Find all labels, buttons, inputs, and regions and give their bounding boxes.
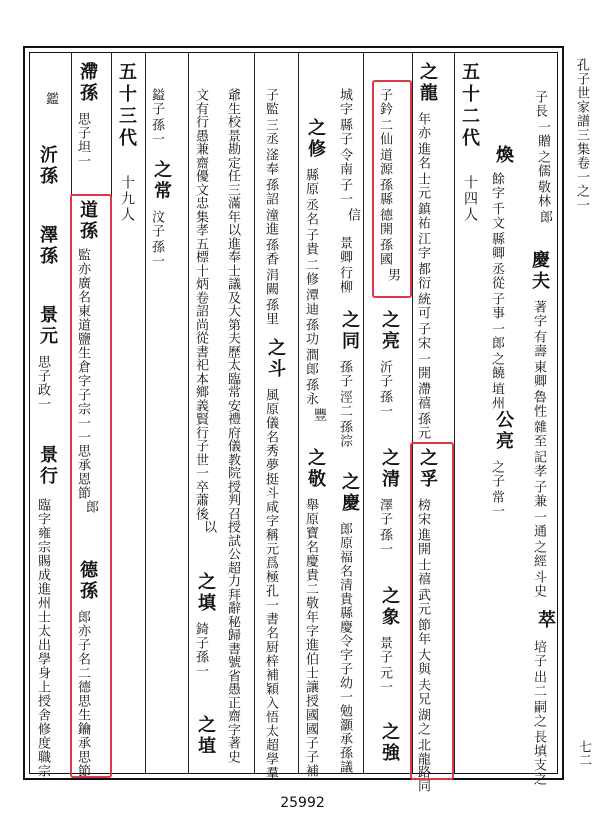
entry-text: 之饒 bbox=[489, 352, 504, 380]
entry-text: 令字 bbox=[337, 634, 352, 662]
entry-text: 思承 bbox=[75, 444, 90, 472]
entry-text: 江字 bbox=[415, 232, 430, 260]
entry-text: 厨梓 bbox=[263, 640, 278, 668]
entry-text: 丞名 bbox=[303, 198, 318, 226]
highlight-box bbox=[410, 442, 454, 780]
column-rule bbox=[254, 53, 255, 773]
entry-text: 士元 bbox=[415, 172, 430, 200]
entry-text: 德開 bbox=[377, 208, 392, 236]
entry-text: 孝五 bbox=[193, 223, 208, 251]
entry-text: 鑑 bbox=[43, 92, 58, 106]
entry-text: 禮府 bbox=[225, 412, 240, 440]
entry-text: 二修 bbox=[303, 258, 318, 286]
entry-text: 思節 bbox=[75, 750, 90, 778]
entry-text: 議及 bbox=[225, 277, 240, 305]
entry-text: 公超 bbox=[225, 547, 240, 575]
entry-text: 武元 bbox=[415, 588, 430, 616]
entry-text: 千文 bbox=[489, 202, 504, 230]
entry-text: 滏奉 bbox=[263, 148, 278, 176]
entry-text: 修度 bbox=[35, 722, 50, 750]
entry-text: 男 bbox=[385, 268, 400, 282]
entry-text: 思子 bbox=[75, 112, 90, 140]
entry-text: 寶名 bbox=[303, 526, 318, 554]
entry-text: 道源 bbox=[377, 148, 392, 176]
entry-text: 魯性 bbox=[531, 390, 546, 418]
entry-text: 雍宗 bbox=[35, 526, 50, 554]
highlight-box bbox=[372, 80, 412, 298]
entry-text: 大第 bbox=[225, 304, 240, 332]
entry-text: 常一 bbox=[489, 490, 504, 518]
entry-text: 子宗 bbox=[75, 388, 90, 416]
entry-text: 景子 bbox=[377, 636, 392, 664]
entry-text: 職宗 bbox=[35, 750, 50, 778]
entry-text: 鹽生 bbox=[75, 332, 90, 360]
entry-text: 信 bbox=[345, 208, 360, 222]
entry-text: 孫子 bbox=[337, 360, 352, 388]
entry-text: 雜至 bbox=[531, 420, 546, 448]
entry-text: 夫歷 bbox=[225, 331, 240, 359]
person-name: 之同 bbox=[339, 310, 360, 352]
entry-text: 之經 bbox=[531, 540, 546, 568]
entry-text: 子兼 bbox=[531, 480, 546, 508]
entry-text: 思生 bbox=[75, 694, 90, 722]
entry-text: 政一 bbox=[35, 383, 50, 411]
entry-text: 奉士 bbox=[225, 250, 240, 278]
entry-text: 節年 bbox=[415, 618, 430, 646]
person-name: 之常 bbox=[151, 160, 172, 202]
entry-text: 秀夢 bbox=[263, 444, 278, 472]
entry-text: 潼進 bbox=[263, 208, 278, 236]
entry-text: 子幼 bbox=[337, 662, 352, 690]
entry-text: 書名 bbox=[263, 612, 278, 640]
entry-text: 著史 bbox=[225, 736, 240, 764]
entry-text: 郎 bbox=[537, 210, 552, 224]
entry-text: 孫香 bbox=[263, 238, 278, 266]
entry-text: 文有 bbox=[193, 88, 208, 116]
entry-text: 榜宋 bbox=[415, 498, 430, 526]
footer-page-code: 25992 bbox=[280, 795, 325, 811]
entry-text: 敬林 bbox=[535, 180, 550, 208]
entry-text: 涇二 bbox=[337, 390, 352, 418]
entry-text: 祀本 bbox=[193, 358, 208, 386]
entry-text: 孫一 bbox=[377, 390, 392, 418]
entry-text: 進伯 bbox=[303, 638, 318, 666]
book-title: 孔子世家譜三集卷一之一 bbox=[574, 58, 589, 212]
entry-text: 行柳 bbox=[337, 266, 352, 294]
entry-text: 灝承 bbox=[337, 718, 352, 746]
entry-text: 清貴 bbox=[337, 578, 352, 606]
entry-text: 錡子 bbox=[193, 622, 208, 650]
entry-text: 恩節 bbox=[75, 472, 90, 500]
person-name: 景元 bbox=[37, 305, 58, 347]
generation-count: 十四人 bbox=[462, 175, 478, 223]
entry-text: 二德 bbox=[75, 666, 90, 694]
entry-text: 忠集 bbox=[193, 196, 208, 224]
entry-text: 一贈 bbox=[535, 120, 550, 148]
highlight-box bbox=[70, 194, 112, 778]
entry-text: 統可 bbox=[415, 292, 430, 320]
entry-text: 記孝 bbox=[531, 450, 546, 478]
column-rule bbox=[298, 53, 299, 773]
entry-text: 之儒 bbox=[535, 150, 550, 178]
person-name: 之孚 bbox=[417, 448, 438, 490]
entry-text: 進名 bbox=[415, 142, 430, 170]
entry-text: 斗史 bbox=[531, 570, 546, 598]
entry-text: 子事 bbox=[489, 292, 504, 320]
entry-text: 太超 bbox=[263, 724, 278, 752]
entry-text: 孫功 bbox=[303, 318, 318, 346]
person-name: 之填 bbox=[195, 572, 216, 614]
entry-text: 蕭後 bbox=[193, 493, 208, 521]
entry-text: 縣慶 bbox=[337, 606, 352, 634]
entry-text: 進州 bbox=[35, 582, 50, 610]
person-name: 之埴 bbox=[195, 715, 216, 757]
entry-text: 餘字 bbox=[489, 172, 504, 200]
entry-text: 風原 bbox=[263, 388, 278, 416]
entry-text: 舉原 bbox=[303, 498, 318, 526]
entry-text: 孫淙 bbox=[337, 420, 352, 448]
entry-text: 縣原 bbox=[303, 168, 318, 196]
entry-text: 愚正 bbox=[225, 682, 240, 710]
entry-text: 身上 bbox=[35, 666, 50, 694]
entry-text: 以 bbox=[201, 520, 216, 534]
entry-text: 培子 bbox=[531, 640, 546, 668]
entry-text: 孫一 bbox=[377, 528, 392, 556]
person-name: 之象 bbox=[379, 586, 400, 628]
entry-text: 優文 bbox=[193, 169, 208, 197]
entry-text: 授舍 bbox=[35, 694, 50, 722]
person-name: 景行 bbox=[37, 445, 58, 487]
entry-text: 儀名 bbox=[263, 416, 278, 444]
entry-text: 子鈐 bbox=[377, 88, 392, 116]
entry-text: 孫一 bbox=[149, 240, 164, 268]
person-name: 之清 bbox=[379, 448, 400, 490]
person-name: 慶夫 bbox=[529, 250, 550, 292]
entry-text: 澗郎 bbox=[303, 348, 318, 376]
entry-text: 辭秘 bbox=[225, 601, 240, 629]
entry-text: 授試 bbox=[225, 520, 240, 548]
generation-heading: 五十三代 bbox=[116, 62, 137, 150]
entry-text: 國子 bbox=[303, 722, 318, 750]
entry-text: 鎮祐 bbox=[415, 202, 430, 230]
entry-text: 標十 bbox=[193, 250, 208, 278]
entry-text: 年字 bbox=[303, 610, 318, 638]
entry-text: 出二 bbox=[531, 670, 546, 698]
person-name: 煥 bbox=[493, 145, 514, 166]
entry-text: 夫兄 bbox=[415, 678, 430, 706]
entry-text: 勘定 bbox=[225, 142, 240, 170]
entry-text: 院授 bbox=[225, 466, 240, 494]
entry-text: 孫一 bbox=[149, 118, 164, 146]
entry-text: 有壽 bbox=[531, 330, 546, 358]
entry-text: 支之 bbox=[531, 758, 546, 786]
entry-text: 咸字 bbox=[263, 500, 278, 528]
entry-text: 儀教 bbox=[225, 439, 240, 467]
entry-text: 爲極 bbox=[263, 556, 278, 584]
entry-text: 爺生 bbox=[225, 88, 240, 116]
entry-text: 學羣 bbox=[263, 752, 278, 780]
entry-text: 豐 bbox=[311, 408, 326, 422]
entry-text: 廣名 bbox=[75, 276, 90, 304]
entry-text: 澤子 bbox=[377, 498, 392, 526]
entry-text: 太臨 bbox=[225, 358, 240, 386]
entry-text: 大與 bbox=[415, 648, 430, 676]
entry-text: 號省 bbox=[225, 655, 240, 683]
entry-text: 孫一 bbox=[193, 650, 208, 678]
entry-text: 縣卿 bbox=[489, 232, 504, 260]
entry-text: 子補 bbox=[303, 750, 318, 778]
entry-text: 孫詔 bbox=[263, 178, 278, 206]
person-name: 之修 bbox=[305, 118, 326, 160]
entry-text: 賜成 bbox=[35, 554, 50, 582]
entry-text: 都衍 bbox=[415, 262, 430, 290]
entry-text: 一通 bbox=[531, 510, 546, 538]
entry-text: 孔一 bbox=[263, 584, 278, 612]
entry-text: 景卿 bbox=[337, 236, 352, 264]
entry-text: 以進 bbox=[225, 223, 240, 251]
entry-text: 令南 bbox=[337, 148, 352, 176]
entry-text: 路同 bbox=[415, 765, 430, 793]
entry-text: 稱元 bbox=[263, 528, 278, 556]
entry-text: 從書 bbox=[193, 331, 208, 359]
entry-text: 一勉 bbox=[337, 690, 352, 718]
entry-text: 炳卷 bbox=[193, 277, 208, 305]
entry-text: 子一 bbox=[337, 178, 352, 206]
entry-text: 一開 bbox=[415, 352, 430, 380]
page-number: 七二 bbox=[576, 740, 591, 766]
entry-text: 孫議 bbox=[337, 746, 352, 774]
person-name: 滯孫 bbox=[77, 62, 98, 104]
entry-text: 涓闕 bbox=[263, 268, 278, 296]
entry-text: 齋字 bbox=[225, 709, 240, 737]
entry-text: 監亦 bbox=[75, 248, 90, 276]
entry-text: 鑰承 bbox=[75, 722, 90, 750]
entry-text: 縣子 bbox=[337, 118, 352, 146]
entry-text: 年亦 bbox=[415, 112, 430, 140]
entry-text: 子世 bbox=[193, 439, 208, 467]
entry-text: 滿年 bbox=[225, 196, 240, 224]
entry-text: 出學 bbox=[35, 638, 50, 666]
entry-text: 子名 bbox=[75, 638, 90, 666]
entry-text: 之子 bbox=[489, 460, 504, 488]
person-name: 之強 bbox=[379, 722, 400, 764]
person-name: 德孫 bbox=[77, 560, 98, 602]
entry-text: 湖之 bbox=[415, 708, 430, 736]
entry-text: 詔尚 bbox=[193, 304, 208, 332]
column-rule bbox=[363, 53, 364, 773]
entry-text: 歸書 bbox=[225, 628, 240, 656]
entry-text: 二仙 bbox=[377, 118, 392, 146]
entry-text: 慶貴 bbox=[303, 554, 318, 582]
entry-text: 郎原 bbox=[337, 522, 352, 550]
entry-text: 補穎 bbox=[263, 668, 278, 696]
entry-text: 力拜 bbox=[225, 574, 240, 602]
entry-text: 滯禧 bbox=[415, 382, 430, 410]
entry-text: 鄉義 bbox=[193, 385, 208, 413]
entry-text: 汶子 bbox=[149, 210, 164, 238]
entry-text: 鎰子 bbox=[149, 88, 164, 116]
person-name: 萃 bbox=[535, 610, 556, 631]
entry-text: 二敬 bbox=[303, 582, 318, 610]
entry-text: 東卿 bbox=[531, 360, 546, 388]
entry-text: 郎 bbox=[83, 500, 98, 514]
column-rule bbox=[454, 53, 455, 773]
entry-text: 行愚 bbox=[193, 115, 208, 143]
entry-text: 常安 bbox=[225, 385, 240, 413]
person-name: 道孫 bbox=[77, 200, 98, 242]
entry-text: 一卒 bbox=[193, 466, 208, 494]
entry-text: 臨字 bbox=[35, 498, 50, 526]
entry-text: 士讓 bbox=[303, 666, 318, 694]
person-name: 沂孫 bbox=[37, 145, 58, 187]
entry-text: 任三 bbox=[225, 169, 240, 197]
entry-text: 孫里 bbox=[263, 298, 278, 326]
entry-text: 子宋 bbox=[415, 322, 430, 350]
entry-text: 丞從 bbox=[489, 262, 504, 290]
entry-text: 北龍 bbox=[415, 738, 430, 766]
entry-text: 埴州 bbox=[489, 382, 504, 410]
entry-text: 子監 bbox=[263, 88, 278, 116]
entry-text: 城字 bbox=[337, 88, 352, 116]
entry-bio: 子長 bbox=[532, 90, 547, 118]
entry-text: 思子 bbox=[35, 355, 50, 383]
entry-text: 倉字 bbox=[75, 360, 90, 388]
entry-text: 坦一 bbox=[75, 140, 90, 168]
entry-text: 孫縣 bbox=[377, 178, 392, 206]
person-name: 公亮 bbox=[493, 410, 514, 452]
column-rule bbox=[145, 53, 146, 773]
person-name: 之亮 bbox=[379, 310, 400, 352]
generation-heading: 五十二代 bbox=[459, 62, 480, 150]
person-name: 之慶 bbox=[339, 472, 360, 514]
entry-text: 一一 bbox=[75, 416, 90, 444]
entry-text: 授國 bbox=[303, 694, 318, 722]
entry-text: 士禧 bbox=[415, 558, 430, 586]
entry-text: 孫國 bbox=[377, 238, 392, 266]
entry-text: 福名 bbox=[337, 550, 352, 578]
person-name: 之斗 bbox=[265, 338, 286, 380]
person-name: 之龍 bbox=[417, 62, 438, 104]
entry-text: 入悟 bbox=[263, 696, 278, 724]
entry-text: 兼齋 bbox=[193, 142, 208, 170]
entry-text: 郎亦 bbox=[75, 610, 90, 638]
entry-text: 一郎 bbox=[489, 322, 504, 350]
entry-text: 元一 bbox=[377, 666, 392, 694]
person-name: 之敬 bbox=[305, 448, 326, 490]
entry-text: 校景 bbox=[225, 115, 240, 143]
entry-text: 賢行 bbox=[193, 412, 208, 440]
entry-text: 三丞 bbox=[263, 118, 278, 146]
entry-text: 判召 bbox=[225, 493, 240, 521]
entry-text: 進開 bbox=[415, 528, 430, 556]
entry-text: 孫永 bbox=[303, 378, 318, 406]
entry-text: 孫元 bbox=[415, 412, 430, 440]
person-name: 澤孫 bbox=[37, 225, 58, 267]
entry-text: 子貴 bbox=[303, 228, 318, 256]
entry-text: 長填 bbox=[531, 730, 546, 758]
entry-text: 著字 bbox=[531, 300, 546, 328]
generation-count: 十九人 bbox=[119, 175, 135, 223]
entry-text: 潭迪 bbox=[303, 288, 318, 316]
entry-text: 挺斗 bbox=[263, 472, 278, 500]
column-rule bbox=[188, 53, 189, 773]
entry-text: 士太 bbox=[35, 610, 50, 638]
entry-text: 嗣之 bbox=[531, 700, 546, 728]
entry-text: 東道 bbox=[75, 304, 90, 332]
entry-text: 沂子 bbox=[377, 360, 392, 388]
